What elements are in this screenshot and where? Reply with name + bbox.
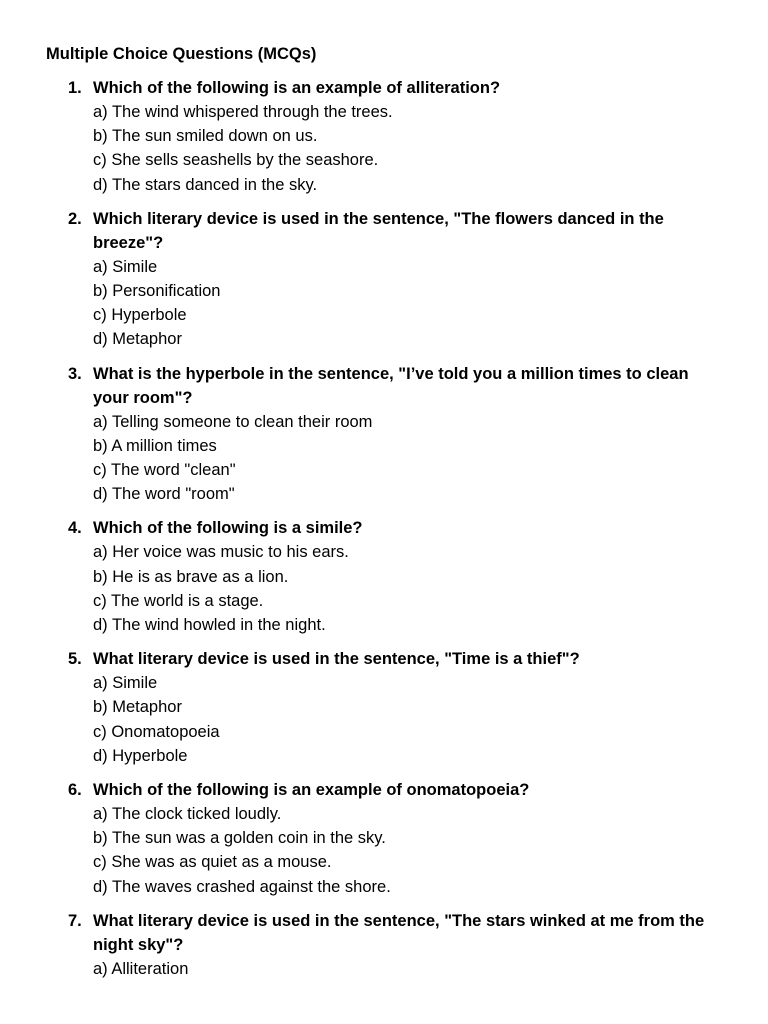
answer-options — [0, 255, 768, 352]
question-number: 3. — [68, 364, 82, 383]
answer-option: a) The clock ticked loudly. — [93, 805, 282, 824]
answer-options — [0, 540, 768, 637]
answer-options — [0, 100, 768, 197]
answer-options — [0, 671, 768, 768]
answer-option: a) Alliteration — [93, 959, 189, 978]
question-item — [0, 516, 768, 637]
answer-option: b) A million times — [93, 436, 217, 455]
answer-option: c) She was as quiet as a mouse. — [93, 853, 332, 872]
question-text: What literary device is used in the sentence, "The stars winked at me from the night sky"? — [93, 911, 705, 954]
answer-option: a) The wind whispered through the trees. — [93, 103, 393, 121]
answer-option: b) Personification — [93, 282, 221, 301]
answer-option: c) Onomatopoeia — [93, 722, 220, 741]
answer-option: c) Hyperbole — [93, 306, 187, 325]
answer-options — [0, 410, 768, 507]
question-number: 6. — [68, 781, 82, 800]
answer-option: a) Telling someone to clean their room — [93, 412, 373, 431]
question-number: 7. — [68, 911, 82, 930]
answer-option: a) Simile — [93, 257, 158, 276]
answer-option: d) Hyperbole — [93, 746, 188, 765]
answer-option: c) The world is a stage. — [93, 591, 264, 610]
question-text: Which of the following is an example of alliteration? — [93, 79, 501, 97]
question-item — [0, 76, 768, 197]
document-title: Multiple Choice Questions (MCQs) — [46, 45, 317, 63]
answer-option: d) The waves crashed against the shore. — [93, 877, 391, 896]
answer-option: a) Simile — [93, 674, 158, 693]
answer-option: c) She sells seashells by the seashore. — [93, 151, 379, 170]
question-number: 5. — [68, 650, 82, 669]
answer-option: d) The stars danced in the sky. — [93, 175, 318, 194]
answer-option: b) The sun was a golden coin in the sky. — [93, 829, 386, 848]
question-number: 4. — [68, 519, 82, 538]
question-number: 2. — [68, 209, 82, 228]
answer-option: d) The wind howled in the night. — [93, 616, 326, 635]
answer-option: b) The sun smiled down on us. — [93, 127, 318, 146]
answer-option: b) Metaphor — [93, 698, 182, 717]
question-item — [0, 778, 768, 899]
question-item — [0, 647, 768, 768]
answer-option: d) Metaphor — [93, 330, 182, 349]
question-text: Which literary device is used in the sentence, "The flowers danced in the breeze"? — [93, 209, 664, 252]
question-item — [0, 362, 768, 507]
answer-option: a) Her voice was music to his ears. — [93, 543, 349, 562]
question-text: Which of the following is a simile? — [93, 519, 363, 538]
question-text: What is the hyperbole in the sentence, "I’ve told you a million times to clean your room"? — [93, 364, 689, 407]
answer-option: d) The word "room" — [93, 485, 235, 504]
question-number: 1. — [68, 79, 82, 97]
question-item — [0, 909, 768, 981]
answer-option: c) The word "clean" — [93, 461, 236, 480]
answer-options — [0, 957, 768, 981]
question-text: Which of the following is an example of onomatopoeia? — [93, 781, 530, 800]
question-text: What literary device is used in the sentence, "Time is a thief"? — [93, 650, 580, 669]
question-list — [0, 76, 768, 991]
answer-options — [0, 802, 768, 899]
answer-option: b) He is as brave as a lion. — [93, 567, 289, 586]
question-item — [0, 207, 768, 352]
